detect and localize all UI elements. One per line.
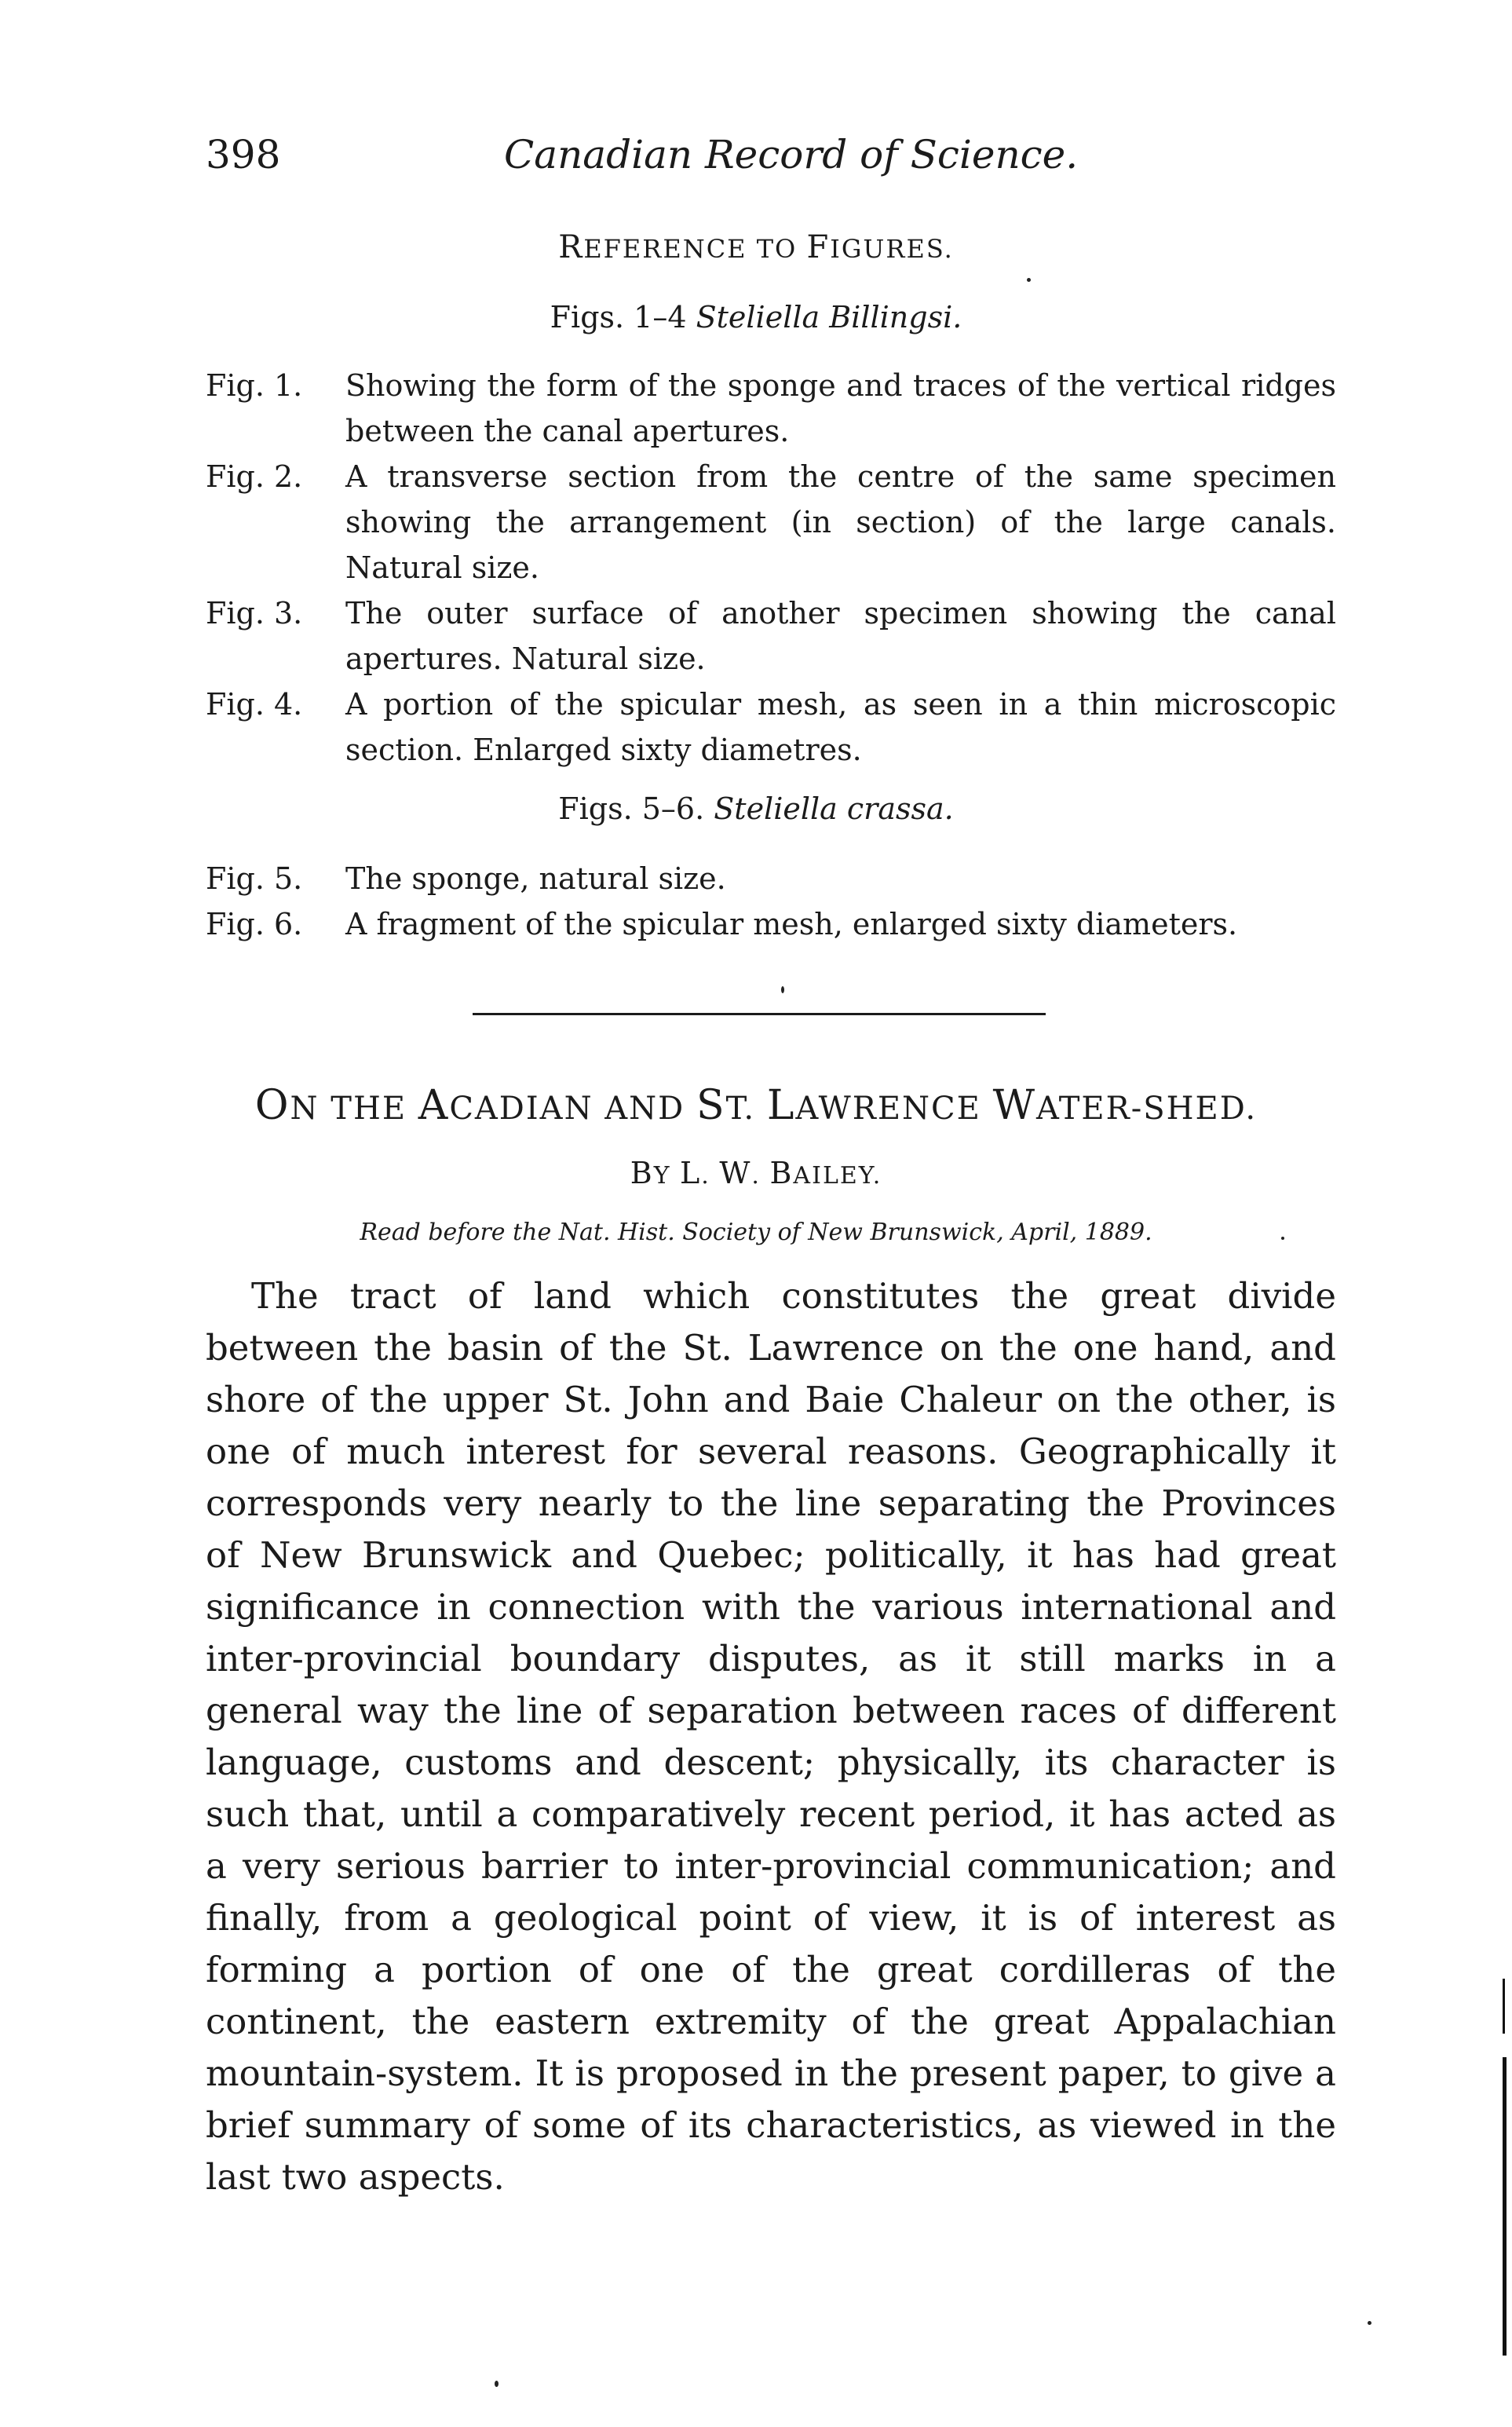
figure-caption	[206, 454, 1336, 590]
figure-list-2	[206, 856, 1336, 947]
figure-label: Fig. 2.	[206, 459, 303, 494]
figure-description: Showing the form of the sponge and traces of the vertical ridges between the canal apertures.	[345, 368, 1336, 448]
figure-label: Fig. 6.	[206, 907, 303, 941]
scan-speck	[495, 2381, 499, 2387]
figure-caption	[206, 856, 1336, 901]
figure-label: Fig. 1.	[206, 368, 303, 403]
scan-edge-mark	[1503, 1979, 1505, 2034]
figure-caption	[206, 363, 1336, 454]
scan-speck	[1368, 2321, 1371, 2325]
figure-list-1	[206, 363, 1336, 773]
article-title: ON THE ACADIAN AND ST. LAWRENCE WATER-SHED.	[254, 1082, 1258, 1129]
figure-description: The sponge, natural size.	[345, 861, 726, 896]
section-divider	[473, 1013, 1046, 1015]
figure-description: A transverse section from the centre of the same specimen showing the arrangement (in section) of the large canals. Natural size.	[345, 459, 1336, 585]
figure-caption	[206, 901, 1336, 947]
running-header	[206, 132, 1336, 203]
figure-label: Fig. 4.	[206, 687, 303, 722]
figure-description: A portion of the spicular mesh, as seen in a thin microscopic section. Enlarged sixty diametres.	[345, 687, 1336, 767]
scan-edge-mark	[1503, 2057, 1507, 2356]
figures-group-1-heading: Figs. 1–4 Steliella Billingsi.	[550, 300, 962, 334]
figure-description: A fragment of the spicular mesh, enlarged sixty diameters.	[345, 907, 1238, 941]
scan-speck	[1027, 278, 1031, 282]
scan-speck	[781, 986, 784, 993]
figure-caption	[206, 682, 1336, 773]
author-byline: BY L. W. BAILEY.	[630, 1156, 882, 1190]
figure-label: Fig. 5.	[206, 861, 303, 896]
scan-speck	[1281, 1237, 1284, 1240]
read-before-note: Read before the Nat. Hist. Society of New Brunswick, April, 1889.	[360, 1219, 1152, 1246]
article-paragraph: The tract of land which constitutes the great divide between the basin of the St. Lawrence on the one hand, and shore of the upper St. John and Baie Chaleur on the other, is one of much interest for several reasons. Geographically it corresponds very nearly to the line separating the Provinces of New Brunswick and Quebec; politically, it has had great significance in connection with the various international and inter-provincial boundary disputes, as it still marks in a general way the line of separation between races of different language, customs and descent; physically, its character is such that, until a comparatively recent period, it has acted as a very serious barrier to inter-provincial communication; and finally, from a geological point of view, it is of interest as forming a portion of one of the great cordilleras of the continent, the eastern extremity of the great Appalachian mountain-system. It is proposed in the present paper, to give a brief summary of some of its characteristics, as viewed in the last two aspects.	[206, 1275, 1336, 2198]
page-number: 398	[206, 132, 281, 177]
figure-description: The outer surface of another specimen showing the canal apertures. Natural size.	[345, 596, 1336, 676]
figure-caption	[206, 590, 1336, 682]
reference-heading: REFERENCE TO FIGURES.	[558, 229, 954, 265]
figure-label: Fig. 3.	[206, 596, 303, 631]
journal-title: Canadian Record of Science.	[504, 132, 1079, 177]
figures-group-2-heading: Figs. 5–6. Steliella crassa.	[558, 791, 954, 826]
